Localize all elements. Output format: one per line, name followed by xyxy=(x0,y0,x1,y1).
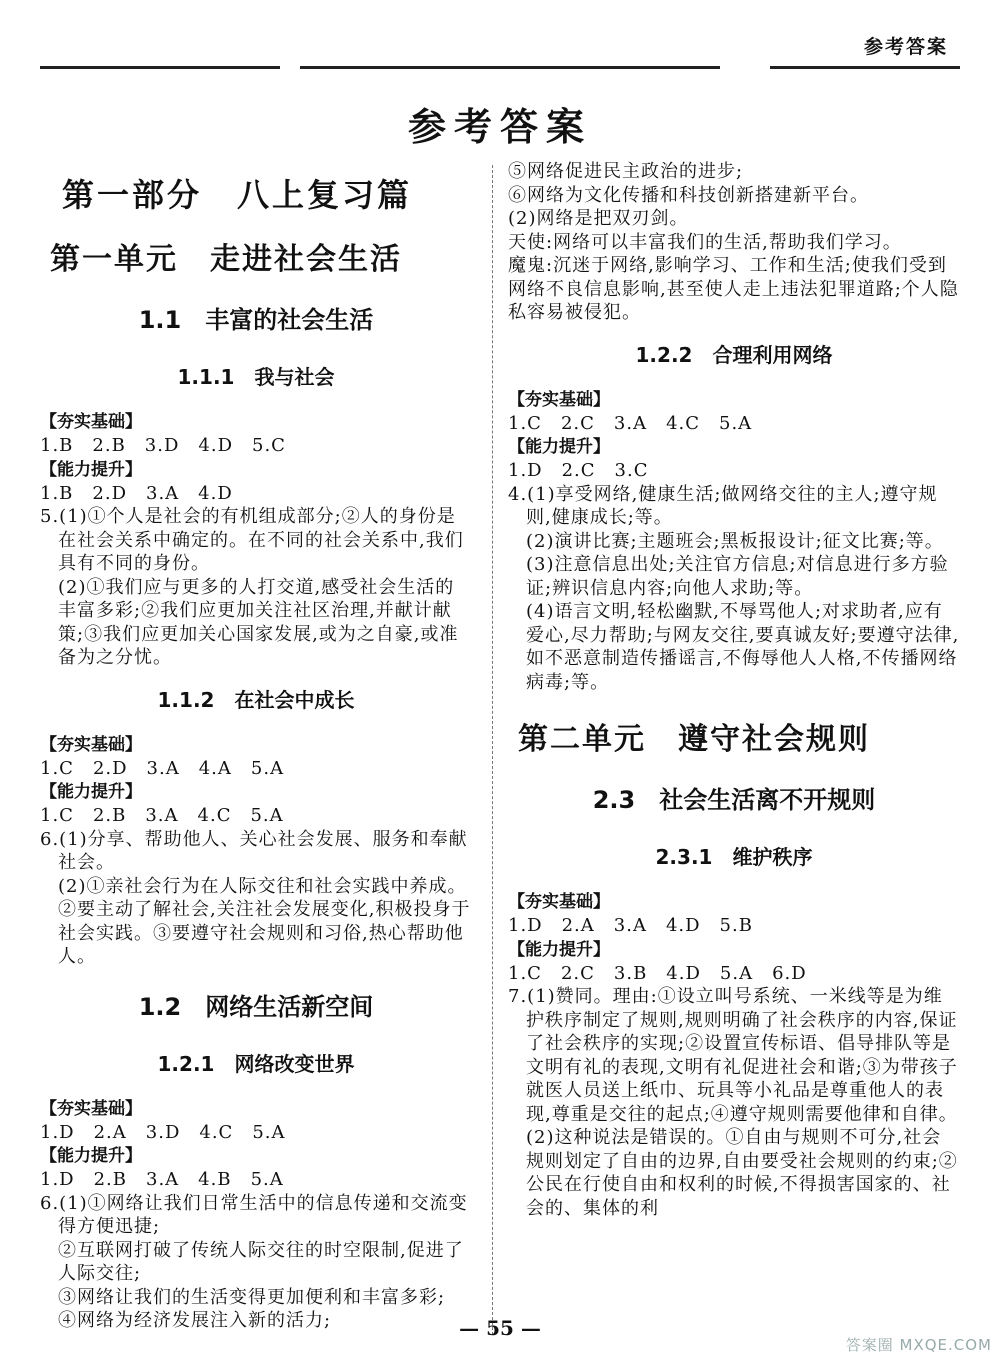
basic-answers: 1.C 2.C 3.A 4.C 5.A xyxy=(508,412,753,434)
answer-paragraph: 6.(1)分享、帮助他人、关心社会发展、服务和奉献社会。 xyxy=(40,828,468,873)
watermark: 答案圈 MXQE.COM xyxy=(845,1336,992,1354)
advanced-answers: 1.B 2.D 3.A 4.D xyxy=(40,482,233,504)
page-title: 参考答案 xyxy=(407,105,592,149)
header-rule-left xyxy=(40,66,280,69)
advanced-answers: 1.C 2.C 3.B 4.D 5.A 6.D xyxy=(508,962,807,984)
answer-paragraph: ②互联网打破了传统人际交往的时空限制,促进了人际交往; xyxy=(58,1239,464,1284)
section-1-2-2-heading: 1.2.2 合理利用网络 xyxy=(635,342,833,367)
section-1-2-1-heading: 1.2.1 网络改变世界 xyxy=(157,1051,355,1076)
answer-paragraph: ⑥网络为文化传播和科技创新搭建新平台。 xyxy=(508,184,869,206)
basic-label: 【夯实基础】 xyxy=(40,412,142,432)
answer-paragraph: (2)演讲比赛;主题班会;黑板报设计;征文比赛;等。 xyxy=(526,530,944,552)
answer-paragraph: (2)①亲社会行为在人际交往和社会实践中养成。②要主动了解社会,关注社会发展变化,积极投身于社会实践。③要遵守社会规则和习俗,热心帮助他人。 xyxy=(58,875,471,967)
answer-paragraph: 5.(1)①个人是社会的有机组成部分;②人的身份是在社会关系中确定的。在不同的社会关系中,我们具有不同的身份。 xyxy=(40,506,464,574)
advanced-label: 【能力提升】 xyxy=(40,1146,142,1166)
header-rule-mid xyxy=(300,66,720,69)
advanced-answers: 1.D 2.B 3.A 4.B 5.A xyxy=(40,1169,284,1190)
advanced-label: 【能力提升】 xyxy=(40,459,142,480)
unit1-heading: 第一单元 走进社会生活 xyxy=(50,242,402,277)
section-1-1-2-heading: 1.1.2 在社会中成长 xyxy=(157,687,355,712)
answer-paragraph: (3)注意信息出处;关注官方信息;对信息进行多方验证;辨识信息内容;向他人求助;等。 xyxy=(526,554,949,599)
part-heading: 第一部分 八上复习篇 xyxy=(62,176,413,214)
answer-paragraph: ⑤网络促进民主政治的进步; xyxy=(508,161,744,182)
basic-answers: 1.C 2.D 3.A 4.A 5.A xyxy=(40,757,285,779)
page-number: — 55 — xyxy=(459,1316,541,1340)
advanced-label: 【能力提升】 xyxy=(508,939,610,960)
header-label: 参考答案 xyxy=(863,36,948,58)
advanced-label: 【能力提升】 xyxy=(40,782,142,802)
column-divider xyxy=(492,165,493,1335)
answer-paragraph: ③网络让我们的生活变得更加便利和丰富多彩; xyxy=(58,1286,446,1308)
advanced-label: 【能力提升】 xyxy=(508,437,610,457)
basic-answers: 1.D 2.A 3.D 4.C 5.A xyxy=(40,1121,286,1143)
answer-paragraph: (2)①我们应与更多的人打交道,感受社会生活的丰富多彩;②我们应更加关注社区治理,并献计献策;③我们应更加关心国家发展,或为之自豪,或准备为之分忧。 xyxy=(58,576,459,668)
header-rule-right xyxy=(770,66,960,69)
basic-answers: 1.B 2.B 3.D 4.D 5.C xyxy=(40,435,286,456)
answer-paragraph: ④网络为经济发展注入新的活力; xyxy=(58,1310,332,1331)
section-2-3-1-heading: 2.3.1 维护秩序 xyxy=(655,845,813,869)
answer-paragraph: 4.(1)享受网络,健康生活;做网络交往的主人;遵守规则,健康成长;等。 xyxy=(508,483,938,528)
advanced-answers: 1.C 2.B 3.A 4.C 5.A xyxy=(40,805,284,826)
right-column xyxy=(508,160,960,1220)
unit2-heading: 第二单元 遵守社会规则 xyxy=(518,722,870,757)
basic-label: 【夯实基础】 xyxy=(40,734,142,755)
answer-paragraph: (2)这种说法是错误的。①自由与规则不可分,社会规则划定了自由的边界,自由要受社会规则的约束;②公民在行使自由和权利的时候,不得损害国家的、社会的、集体的利 xyxy=(526,1127,958,1219)
left-column xyxy=(40,170,472,1333)
section-1-2-heading: 1.2 网络生活新空间 xyxy=(138,992,374,1021)
basic-label: 【夯实基础】 xyxy=(40,1098,142,1119)
section-1-1-1-heading: 1.1.1 我与社会 xyxy=(177,365,335,389)
answer-paragraph: 6.(1)①网络让我们日常生活中的信息传递和交流变得方便迅捷; xyxy=(40,1192,468,1237)
advanced-answers: 1.D 2.C 3.C xyxy=(508,460,649,481)
answer-paragraph: (2)网络是把双刃剑。 xyxy=(508,208,689,229)
answer-paragraph: (4)语言文明,轻松幽默,不辱骂他人;对求助者,应有爱心,尽力帮助;与网友交往,要真诚友好;要遵守法律,如不恶意制造传播谣言,不侮辱他人人格,不传播网络病毒;等。 xyxy=(526,601,960,693)
basic-answers: 1.D 2.A 3.A 4.D 5.B xyxy=(508,915,753,936)
basic-label: 【夯实基础】 xyxy=(508,892,610,912)
basic-label: 【夯实基础】 xyxy=(508,389,610,410)
section-1-1-heading: 1.1 丰富的社会生活 xyxy=(138,306,374,334)
section-2-3-heading: 2.3 社会生活离不开规则 xyxy=(592,786,876,814)
answer-paragraph: 天使:网络可以丰富我们的生活,帮助我们学习。 xyxy=(508,231,902,253)
answer-paragraph: 魔鬼:沉迷于网络,影响学习、工作和生活;使我们受到网络不良信息影响,甚至使人走上违法犯罪道路;个人隐私容易被侵犯。 xyxy=(508,255,959,323)
answer-paragraph: 7.(1)赞同。理由:①设立叫号系统、一米线等是为维护秩序制定了规则,规则明确了社会秩序的内容,保证了社会秩序的实现;②设置宣传标语、倡导排队等是文明有礼的表现,文明有礼促进社会和谐;③为带孩子就医人员送上纸巾、玩具等小礼品是尊重他人的表现,尊重是交往的起点;④遵守规则需要他律和自律。 xyxy=(508,986,958,1125)
